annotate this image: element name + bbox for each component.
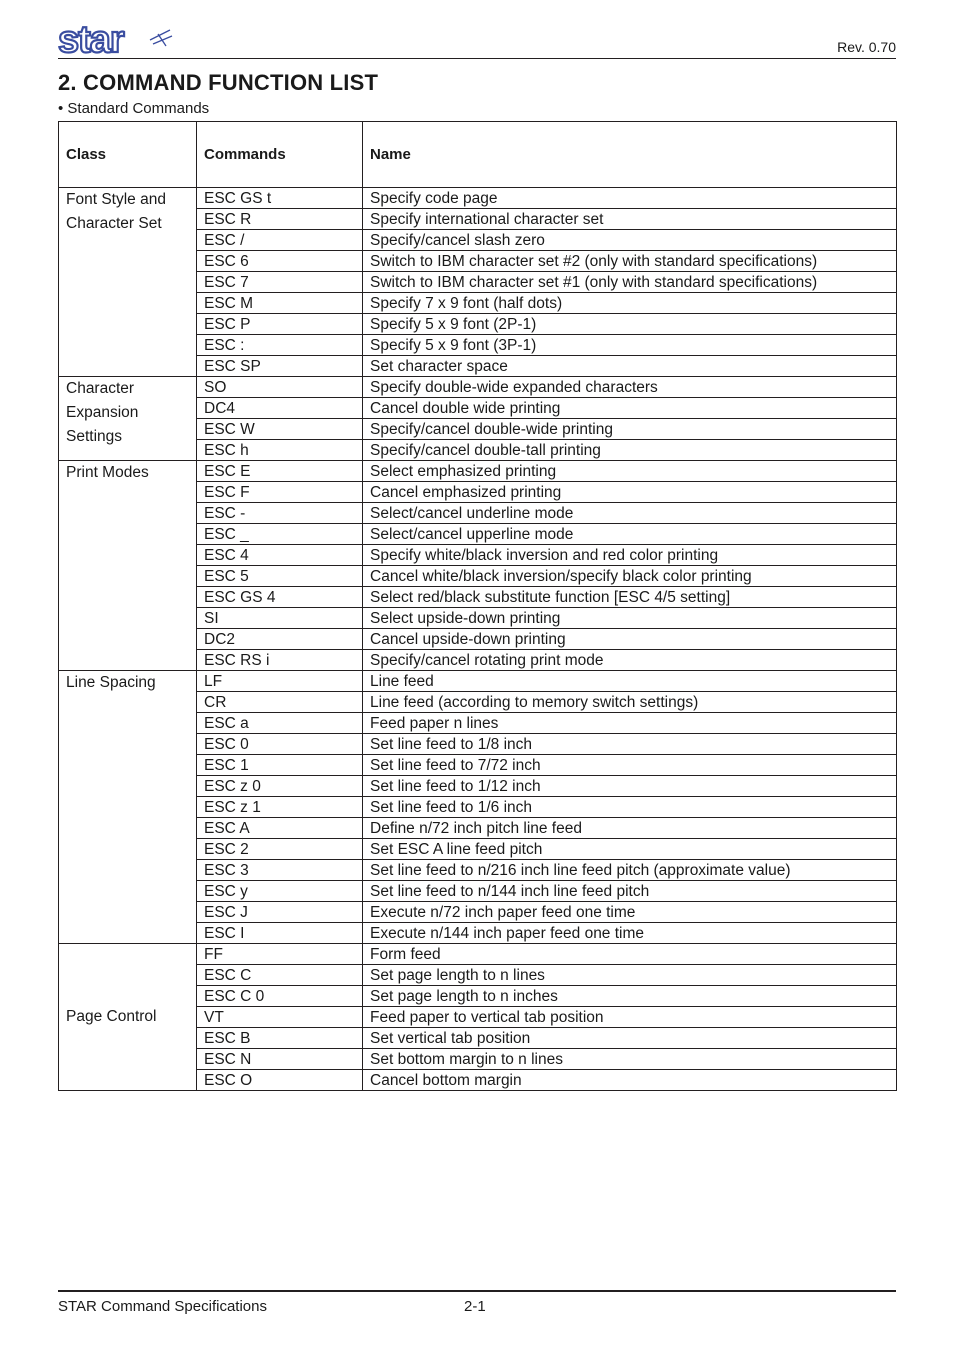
name-cell: Specify white/black inversion and red color printing xyxy=(363,545,897,566)
command-cell: ESC M xyxy=(197,293,363,314)
command-cell: ESC N xyxy=(197,1049,363,1070)
command-cell: ESC _ xyxy=(197,524,363,545)
command-cell: SI xyxy=(197,608,363,629)
name-cell: Define n/72 inch pitch line feed xyxy=(363,818,897,839)
name-cell: Specify/cancel double-tall printing xyxy=(363,440,897,461)
column-header-commands: Commands xyxy=(197,122,363,188)
command-cell: ESC 4 xyxy=(197,545,363,566)
name-cell: Specify/cancel slash zero xyxy=(363,230,897,251)
name-cell: Specify 5 x 9 font (3P-1) xyxy=(363,335,897,356)
command-cell: ESC J xyxy=(197,902,363,923)
name-cell: Set page length to n inches xyxy=(363,986,897,1007)
name-cell: Specify double-wide expanded characters xyxy=(363,377,897,398)
column-header-class: Class xyxy=(59,122,197,188)
name-cell: Select upside-down printing xyxy=(363,608,897,629)
name-cell: Line feed (according to memory switch settings) xyxy=(363,692,897,713)
command-cell: SO xyxy=(197,377,363,398)
command-cell: ESC I xyxy=(197,923,363,944)
name-cell: Select/cancel upperline mode xyxy=(363,524,897,545)
table-row xyxy=(59,461,897,482)
command-cell: VT xyxy=(197,1007,363,1028)
name-cell: Set ESC A line feed pitch xyxy=(363,839,897,860)
table-row xyxy=(59,944,897,965)
command-cell: ESC a xyxy=(197,713,363,734)
name-cell: Set line feed to 7/72 inch xyxy=(363,755,897,776)
command-cell: ESC 2 xyxy=(197,839,363,860)
class-cell: Character Expansion Settings xyxy=(59,377,197,461)
command-cell: ESC O xyxy=(197,1070,363,1091)
command-cell: ESC 1 xyxy=(197,755,363,776)
command-cell: ESC 3 xyxy=(197,860,363,881)
page-footer xyxy=(58,1290,896,1315)
name-cell: Specify/cancel rotating print mode xyxy=(363,650,897,671)
name-cell: Feed paper n lines xyxy=(363,713,897,734)
name-cell: Set page length to n lines xyxy=(363,965,897,986)
command-cell: ESC E xyxy=(197,461,363,482)
table-header-row xyxy=(59,122,897,188)
table-row xyxy=(59,671,897,692)
command-cell: ESC 0 xyxy=(197,734,363,755)
page-number: 2-1 xyxy=(464,1298,486,1315)
class-cell: Line Spacing xyxy=(59,671,197,944)
star-logo xyxy=(58,22,178,58)
name-cell: Set line feed to 1/12 inch xyxy=(363,776,897,797)
command-cell: ESC 5 xyxy=(197,566,363,587)
name-cell: Select red/black substitute function [ESC 4/5 setting] xyxy=(363,587,897,608)
command-cell: ESC / xyxy=(197,230,363,251)
name-cell: Specify code page xyxy=(363,188,897,209)
column-header-name: Name xyxy=(363,122,897,188)
command-cell: ESC - xyxy=(197,503,363,524)
command-cell: ESC 6 xyxy=(197,251,363,272)
name-cell: Set line feed to n/216 inch line feed pitch (approximate value) xyxy=(363,860,897,881)
command-table xyxy=(58,121,897,1091)
name-cell: Set line feed to 1/8 inch xyxy=(363,734,897,755)
name-cell: Switch to IBM character set #2 (only with standard specifications) xyxy=(363,251,897,272)
command-cell: ESC z 1 xyxy=(197,797,363,818)
name-cell: Cancel upside-down printing xyxy=(363,629,897,650)
name-cell: Cancel emphasized printing xyxy=(363,482,897,503)
name-cell: Specify/cancel double-wide printing xyxy=(363,419,897,440)
name-cell: Cancel double wide printing xyxy=(363,398,897,419)
command-cell: ESC z 0 xyxy=(197,776,363,797)
command-cell: ESC GS t xyxy=(197,188,363,209)
command-cell: ESC GS 4 xyxy=(197,587,363,608)
footer-document-title: STAR Command Specifications xyxy=(58,1298,267,1315)
name-cell: Set vertical tab position xyxy=(363,1028,897,1049)
command-cell: DC2 xyxy=(197,629,363,650)
name-cell: Line feed xyxy=(363,671,897,692)
page-header xyxy=(58,20,896,59)
command-cell: ESC P xyxy=(197,314,363,335)
name-cell: Set bottom margin to n lines xyxy=(363,1049,897,1070)
name-cell: Set character space xyxy=(363,356,897,377)
name-cell: Specify international character set xyxy=(363,209,897,230)
class-cell: Page Control xyxy=(59,944,197,1091)
name-cell: Execute n/72 inch paper feed one time xyxy=(363,902,897,923)
table-body xyxy=(59,188,897,1091)
svg-text:star: star xyxy=(58,22,124,58)
command-cell: ESC F xyxy=(197,482,363,503)
command-cell: ESC C 0 xyxy=(197,986,363,1007)
command-cell: ESC y xyxy=(197,881,363,902)
name-cell: Cancel bottom margin xyxy=(363,1070,897,1091)
name-cell: Execute n/144 inch paper feed one time xyxy=(363,923,897,944)
command-cell: ESC B xyxy=(197,1028,363,1049)
command-cell: ESC SP xyxy=(197,356,363,377)
subtitle: • Standard Commands xyxy=(58,100,210,117)
name-cell: Specify 7 x 9 font (half dots) xyxy=(363,293,897,314)
command-cell: ESC RS i xyxy=(197,650,363,671)
revision-label: Rev. 0.70 xyxy=(837,39,896,55)
class-cell: Font Style and Character Set xyxy=(59,188,197,377)
class-cell: Print Modes xyxy=(59,461,197,671)
command-cell: ESC : xyxy=(197,335,363,356)
command-cell: DC4 xyxy=(197,398,363,419)
name-cell: Set line feed to 1/6 inch xyxy=(363,797,897,818)
table-row xyxy=(59,377,897,398)
command-cell: ESC C xyxy=(197,965,363,986)
command-cell: ESC 7 xyxy=(197,272,363,293)
name-cell: Select emphasized printing xyxy=(363,461,897,482)
name-cell: Select/cancel underline mode xyxy=(363,503,897,524)
name-cell: Specify 5 x 9 font (2P-1) xyxy=(363,314,897,335)
command-cell: ESC W xyxy=(197,419,363,440)
page-title: 2. COMMAND FUNCTION LIST xyxy=(58,70,379,95)
command-cell: ESC R xyxy=(197,209,363,230)
table-row xyxy=(59,188,897,209)
name-cell: Set line feed to n/144 inch line feed pitch xyxy=(363,881,897,902)
name-cell: Cancel white/black inversion/specify black color printing xyxy=(363,566,897,587)
command-cell: ESC A xyxy=(197,818,363,839)
command-cell: LF xyxy=(197,671,363,692)
command-cell: ESC h xyxy=(197,440,363,461)
name-cell: Switch to IBM character set #1 (only with standard specifications) xyxy=(363,272,897,293)
name-cell: Feed paper to vertical tab position xyxy=(363,1007,897,1028)
command-cell: CR xyxy=(197,692,363,713)
command-cell: FF xyxy=(197,944,363,965)
name-cell: Form feed xyxy=(363,944,897,965)
